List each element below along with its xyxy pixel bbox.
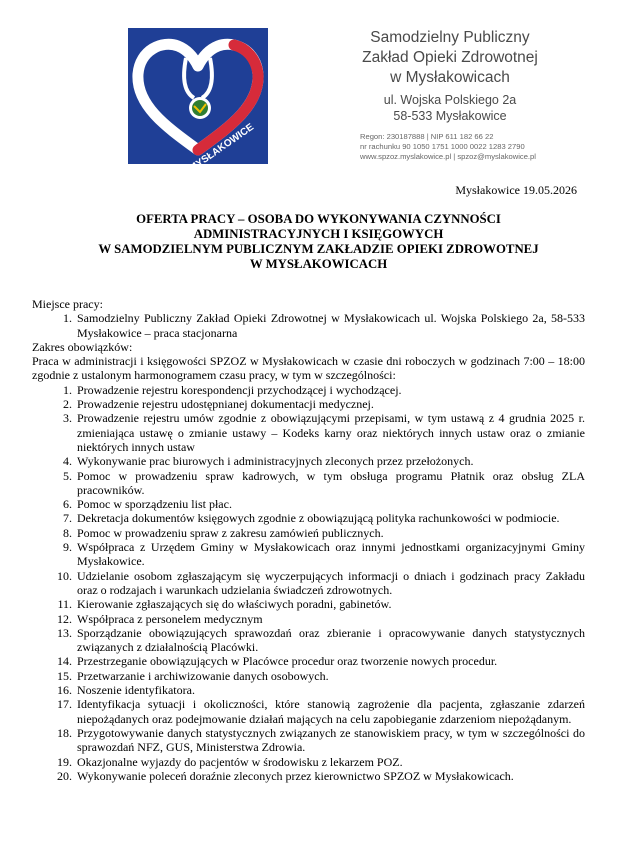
list-item [32, 597, 585, 611]
list-item [32, 726, 585, 755]
org-name-line3: w Mysłakowicach [390, 69, 510, 86]
list-item-text: Wykonywanie prac biurowych i administracyjnych zleconych przez przełożonych. [77, 454, 474, 469]
list-item-text: Wykonywanie poleceń doraźnie zleconych przez kierownictwo SPZOZ w Mysłakowicach. [77, 768, 514, 783]
list-item-number: 18. [57, 725, 72, 740]
duties-label: Zakres obowiązków: [32, 339, 133, 354]
list-item-number: 1. [63, 311, 72, 326]
list-item-text: Sporządzanie obowiązujących sprawozdań oraz zbieranie i opracowywanie danych statystycznych związanych z działalnością Placówki. [77, 625, 585, 655]
duties-list [32, 383, 585, 783]
list-item-text: Przestrzeganie obowiązujących w Placówce procedur oraz tworzenie nowych procedur. [77, 654, 498, 669]
workplace-list [32, 311, 585, 340]
document-title [40, 212, 597, 272]
list-item [32, 626, 585, 655]
list-item-text: Samodzielny Publiczny Zakład Opieki Zdrowotnej w Mysłakowicach ul. Wojska Polskiego 2a, 58-533 Mysłakowice – praca stacjonarna [77, 311, 585, 340]
list-item-text: Prowadzenie rejestru umów zgodnie z obowiązującymi przepisami, w tym ustawą z 4 grudnia 2025 r. zmieniająca ustawę o zmianie ustawy – Kodeks karny oraz niektórych innych ustaw oraz o zmianie niektórych innych ustaw [77, 411, 585, 454]
list-item-number: 5. [63, 468, 72, 483]
spzoz-logo [128, 28, 268, 164]
list-item-text: Identyfikacja sytuacji i okoliczności, które stanowią zagrożenie dla pacjenta, zgłaszanie zdarzeń niepożądanych oraz podejmowanie działań mających na celu zapobieganie zdarzeniom niepożądanym. [77, 697, 585, 726]
list-item [32, 311, 585, 340]
list-item-number: 1. [63, 382, 72, 397]
list-item [32, 654, 585, 668]
heart-logo-icon [128, 28, 268, 164]
list-item-text: Okazjonalne wyjazdy do pacjentów w środowisku z lekarzem POZ. [77, 754, 403, 769]
list-item-number: 6. [63, 497, 72, 512]
document-date: Mysłakowice 19.05.2026 [455, 183, 577, 197]
list-item [32, 411, 585, 454]
list-item [32, 697, 585, 726]
workplace-label: Miejsce pracy: [32, 297, 103, 311]
list-item-number: 15. [57, 668, 72, 683]
web-email: www.spzoz.myslakowice.pl | spzoz@myslakowice.pl [360, 152, 536, 161]
list-item [32, 526, 585, 540]
list-item [32, 511, 585, 525]
list-item [32, 454, 585, 468]
duties-intro: Praca w administracji i księgowości SPZOZ w Mysłakowicach w czasie dni roboczych w godzinach 7:00 – 18:00 zgodnie z ustalonym harmonogramem czasu pracy, w tym w szczególności: [32, 354, 585, 383]
bank-account: nr rachunku 90 1050 1751 1000 0022 1283 2790 [360, 142, 525, 151]
address-street: ul. Wojska Polskiego 2a [383, 93, 517, 107]
org-name-line2: Zakład Opieki Zdrowotnej [362, 49, 538, 66]
list-item-number: 4. [63, 454, 72, 469]
list-item-text: Dekretacja dokumentów księgowych zgodnie z obowiązującą polityka rachunkowości w podmiocie. [77, 511, 560, 526]
list-item-number: 20. [57, 768, 72, 783]
list-item [32, 497, 585, 511]
list-item [32, 683, 585, 697]
list-item [32, 469, 585, 498]
list-item-text: Pomoc w prowadzeniu spraw z zakresu zamówień publicznych. [77, 525, 384, 540]
organization-header [290, 28, 610, 162]
list-item-number: 8. [63, 525, 72, 540]
list-item-text: Udzielanie osobom zgłaszającym się wyczerpujących informacji o dniach i godzinach pracy Zakładu oraz o rodzajach i warunkach udzielania świadczeń zdrowotnych. [77, 568, 585, 597]
list-item [32, 569, 585, 598]
list-item [32, 755, 585, 769]
list-item [32, 540, 585, 569]
list-item-number: 19. [57, 754, 72, 769]
list-item-number: 13. [57, 625, 72, 640]
list-item-text: Współpraca z personelem medycznym [77, 611, 263, 626]
list-item-text: Kierowanie zgłaszających się do właściwych poradni, gabinetów. [77, 597, 392, 612]
title-line4: W MYSŁAKOWICACH [249, 257, 388, 271]
title-line3: W SAMODZIELNYM PUBLICZNYM ZAKŁADZIE OPIEKI ZDROWOTNEJ [98, 242, 539, 256]
list-item-number: 9. [63, 540, 72, 555]
list-item-number: 16. [57, 683, 72, 698]
list-item [32, 383, 585, 397]
list-item-number: 14. [57, 654, 72, 669]
regon-nip: Regon: 230187888 | NIP 611 182 66 22 [360, 132, 494, 141]
list-item-number: 2. [63, 397, 72, 412]
list-item-text: Przygotowywanie danych statystycznych związanych ze stanowiskiem pracy, w tym w szczególności do sprawozdań NFZ, GUS, Ministerstwa Zdrowia. [77, 725, 585, 755]
list-item [32, 769, 585, 783]
list-item-text: Pomoc w prowadzeniu spraw kadrowych, w tym obsługa programu Płatnik oraz obsług ZLA pracowników. [77, 468, 585, 497]
list-item-text: Współpraca z Urzędem Gminy w Mysłakowicach oraz innymi jednostkami organizacyjnymi Gminy Mysłakowice. [77, 540, 585, 569]
list-item-number: 11. [57, 597, 72, 612]
list-item-number: 10. [57, 568, 72, 583]
title-line1: OFERTA PRACY – OSOBA DO WYKONYWANIA CZYNNOŚCI [136, 212, 501, 226]
title-line2: ADMINISTRACYJNYCH I KSIĘGOWYCH [193, 227, 444, 241]
address-city: 58-533 Mysłakowice [393, 109, 507, 123]
list-item [32, 669, 585, 683]
list-item-text: Przetwarzanie i archiwizowanie danych osobowych. [77, 668, 329, 683]
org-name-line1: Samodzielny Publiczny [370, 29, 530, 46]
list-item-text: Prowadzenie rejestru udostępnianej dokumentacji medycznej. [77, 397, 374, 412]
document-body [32, 297, 585, 783]
list-item-text: Noszenie identyfikatora. [77, 683, 195, 698]
list-item [32, 397, 585, 411]
list-item [32, 612, 585, 626]
list-item-text: Pomoc w sporządzeniu list płac. [77, 497, 232, 512]
list-item-number: 3. [63, 411, 72, 426]
list-item-number: 12. [57, 611, 72, 626]
list-item-number: 7. [63, 511, 72, 526]
list-item-text: Prowadzenie rejestru korespondencji przychodzącej i wychodzącej. [77, 382, 402, 397]
list-item-number: 17. [57, 697, 72, 712]
